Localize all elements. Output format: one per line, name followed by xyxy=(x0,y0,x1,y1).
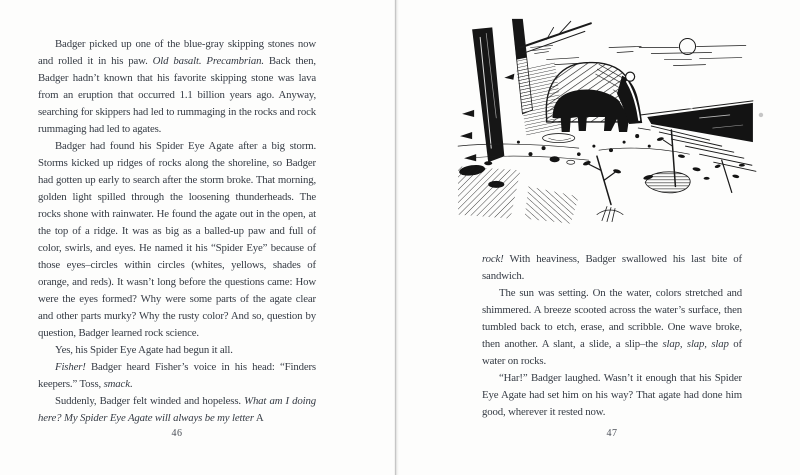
left-page xyxy=(0,0,395,475)
paragraph: Badger had found his Spider Eye Agate after a big storm. Storms kicked up ridges of rocks along the shoreline, so Badger had gotten up early to search after the storm broke. That morning, golden light spilled through the loosening thunderheads. The rocks shone with rainwater. He found the agate out in the open, at the top of a ridge. It was as big as a balled-up paw and full of color, swirls, and eyes. He named it his “Spider Eye” because of those eyes–circles within circles (whites, yellows, shades of orange, and reds). It wasn’t long before the questions came: How were the eyes formed? Why were some parts of the agate clear and other parts murky? Why the rusty color? And so, question by question, Badger learned rock science. xyxy=(38,140,316,339)
paragraph: rock! With heaviness, Badger swallowed his last bite of sandwich. xyxy=(482,253,742,282)
paragraph: Suddenly, Badger felt winded and hopeless. What am I doing here? My Spider Eye Agate will always be my letter A xyxy=(38,395,316,424)
badger-figure xyxy=(546,63,650,133)
paragraph: “Har!” Badger laughed. Wasn’t it enough that his Spider Eye Agate had set him on his way? That agate had done him good, wherever it rested now. xyxy=(482,372,742,418)
paragraph: Badger picked up one of the blue-gray skipping stones now and rolled it in his paw. Old basalt. Precambrian. Back then, Badger hadn’t known that his favorite skipping stone was lava from an eruption that occurred 1.1 billion years ago. Anyway, searching for skippers had led to rummaging in the rocks and rock rummaging had led to agates. xyxy=(38,38,316,135)
sky-lines xyxy=(547,45,746,65)
badger-illustration xyxy=(453,15,767,237)
right-page-number: 47 xyxy=(606,428,618,439)
right-page-text xyxy=(482,251,742,421)
sun-icon xyxy=(679,38,695,54)
paragraph: The sun was setting. On the water, colors stretched and shimmered. A breeze scooted across the water’s surface, then tumbled back to etch, erase, and scribble. One wave broke, then another. A slant, a slide, a slip–the slap, slap, slap of water on rocks. xyxy=(482,287,742,367)
page-gutter-line xyxy=(395,0,396,475)
twigs-and-leaves xyxy=(582,130,744,222)
left-page-text xyxy=(38,36,316,427)
paragraph: Yes, his Spider Eye Agate had begun it all. xyxy=(55,344,233,356)
paragraph: Fisher! Badger heard Fisher’s voice in his head: “Finders keepers.” Toss, smack. xyxy=(38,361,316,390)
water-and-shore xyxy=(641,98,763,171)
badger-illustration-svg xyxy=(453,15,767,237)
left-page-number: 46 xyxy=(171,428,183,439)
right-page xyxy=(397,0,800,475)
